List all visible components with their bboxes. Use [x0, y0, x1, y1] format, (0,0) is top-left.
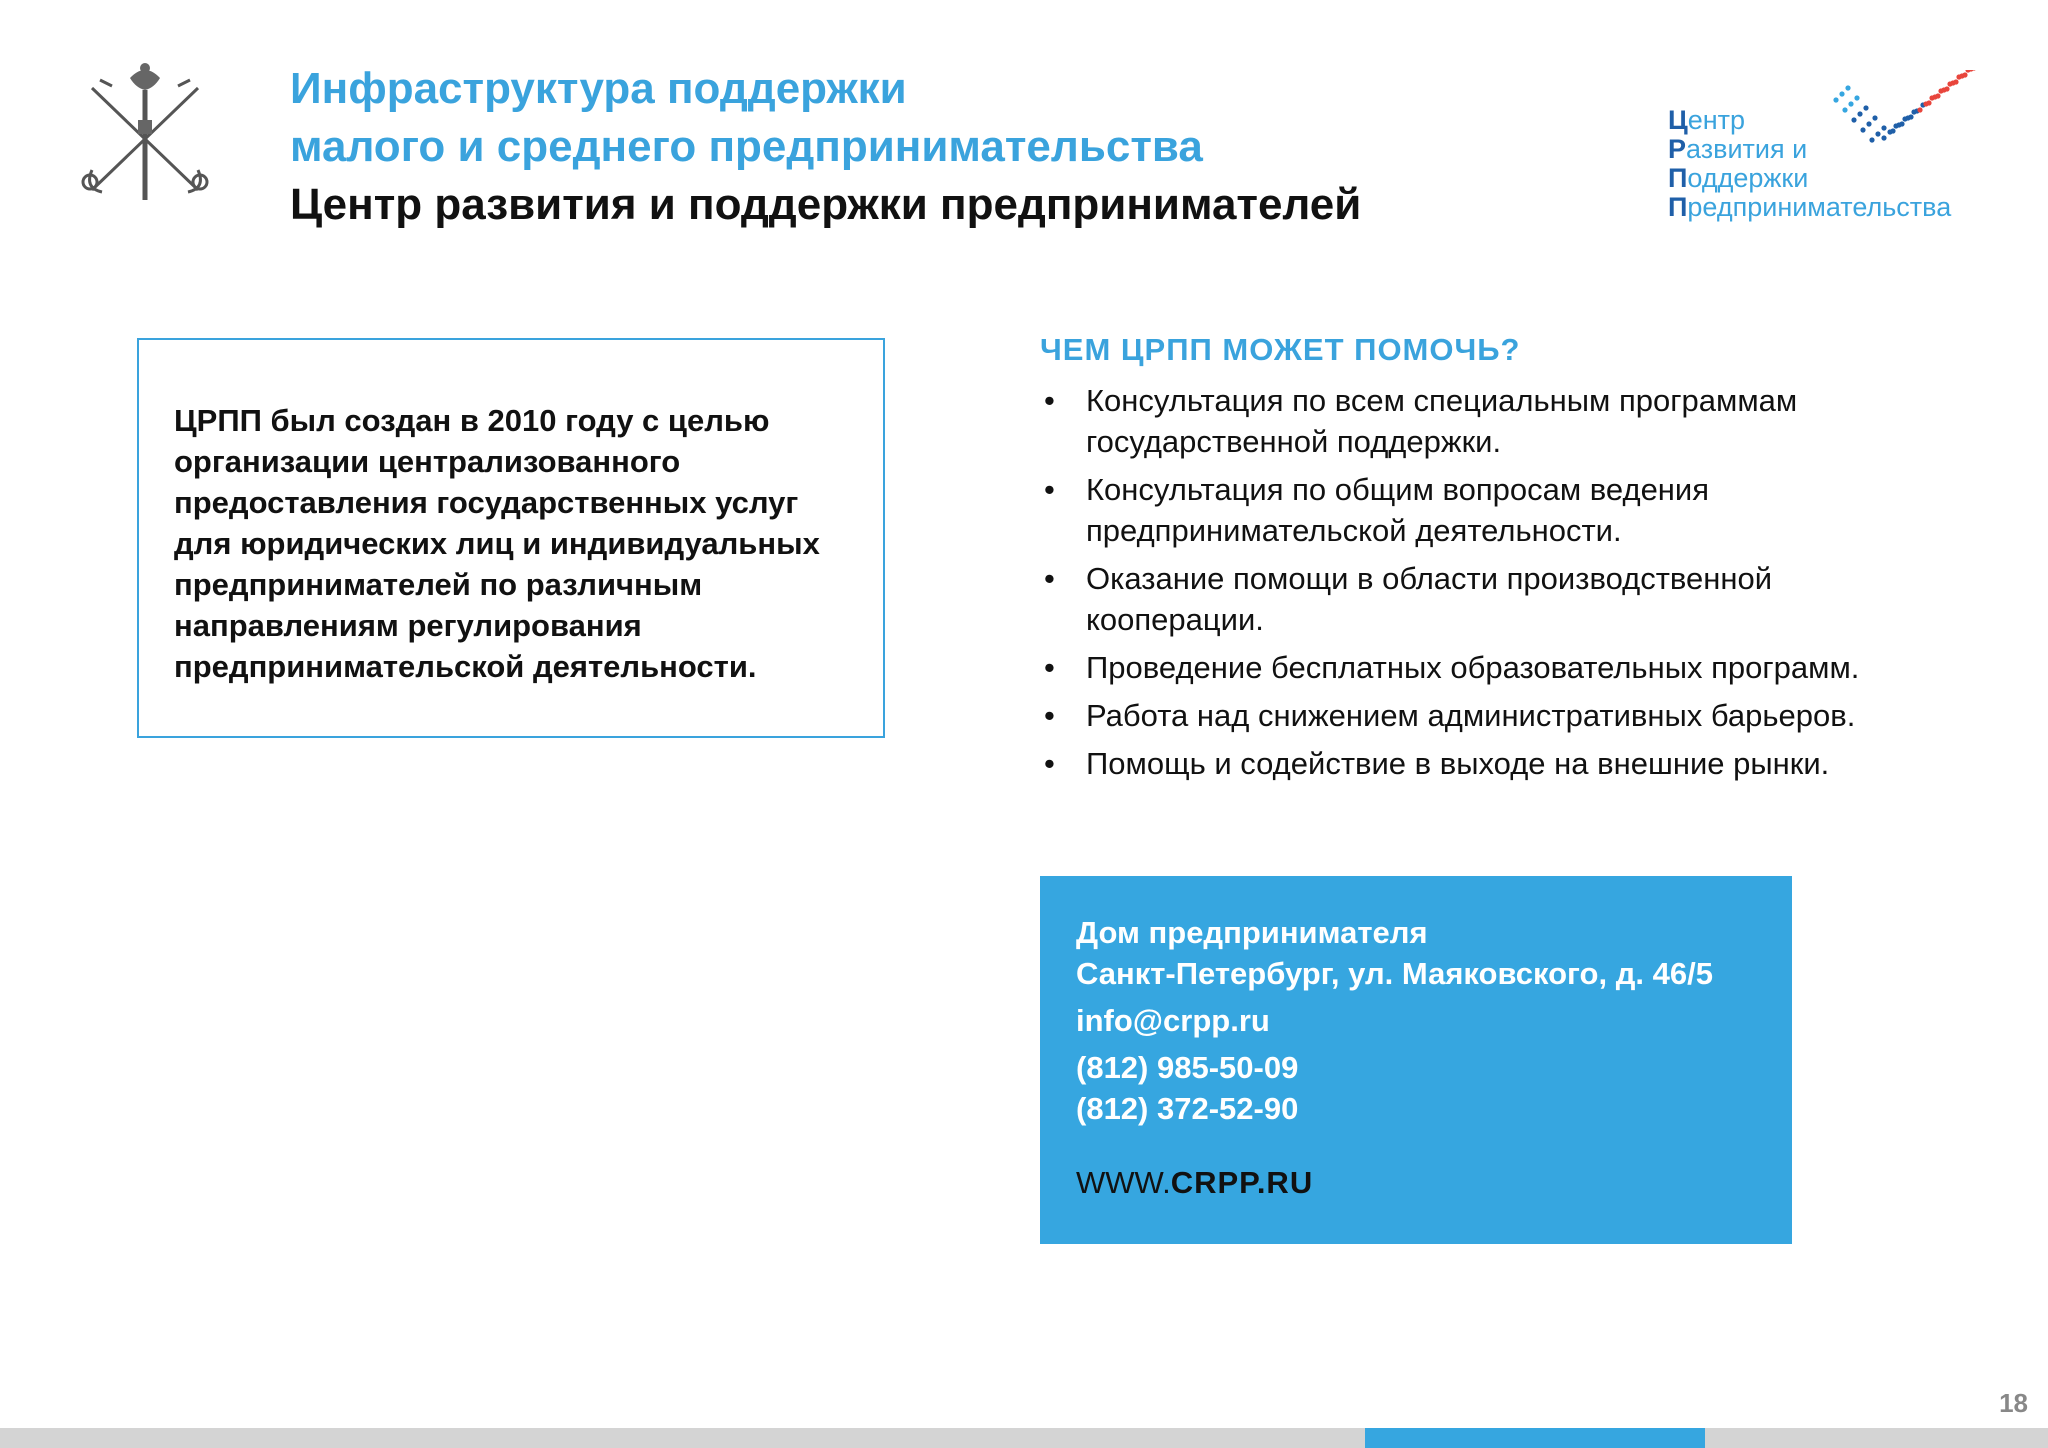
logo-rest-3: оддержки	[1687, 163, 1809, 193]
logo-initial-1: Ц	[1668, 105, 1688, 135]
title-line-2: малого и среднего предпринимательства	[290, 122, 1203, 171]
logo-initial-2: Р	[1668, 134, 1687, 164]
contact-place: Дом предпринимателя	[1076, 915, 1428, 950]
footer-bar	[0, 1428, 2048, 1448]
footer-accent	[1365, 1428, 1705, 1448]
info-text: ЦРПП был создан в 2010 году с целью организации централизованного предоставления государственных услуг для юридических лиц и индивидуальных предпринимателей по различным направлениям регулирования предпринимательской деятельности.	[174, 403, 820, 684]
logo-rest-2: азвития и	[1686, 134, 1808, 164]
contact-box	[1040, 876, 1792, 1244]
logo-initial-4: П	[1668, 192, 1688, 222]
title-line-1: Инфраструктура поддержки	[290, 64, 907, 113]
logo-dot	[1944, 86, 1949, 91]
logo-dot	[1935, 93, 1940, 98]
title-line-3: Центр развития и поддержки предпринимателей	[290, 180, 1362, 229]
logo-dot	[1962, 72, 1967, 77]
logo-rest-1: ентр	[1687, 105, 1746, 135]
info-box	[137, 338, 885, 738]
logo-dot	[1845, 85, 1850, 90]
logo-dot	[1833, 97, 1838, 102]
contact-email[interactable]: info@crpp.ru	[1076, 1003, 1270, 1038]
list-item: • Консультация по всем специальным программам государственной поддержки.	[1040, 380, 1940, 462]
list-item: • Помощь и содействие в выходе на внешние рынки.	[1040, 743, 1940, 784]
header-title	[290, 60, 1361, 234]
logo-dot	[1854, 95, 1859, 100]
logo-initial-3: П	[1668, 163, 1688, 193]
list-item: • Проведение бесплатных образовательных программ.	[1040, 647, 1940, 688]
list-item: • Консультация по общим вопросам ведения предпринимательской деятельности.	[1040, 469, 1940, 551]
logo-dot	[1953, 79, 1958, 84]
contact-phone-2[interactable]: (812) 372-52-90	[1076, 1091, 1299, 1126]
list-item: • Работа над снижением административных барьеров.	[1040, 695, 1940, 736]
website-prefix: WWW.	[1076, 1165, 1171, 1200]
logo-rest-4: редпринимательства	[1687, 192, 1952, 222]
spb-coat-of-arms-icon	[80, 60, 210, 210]
help-list	[1040, 380, 1940, 791]
list-item: • Оказание помощи в области производственной кооперации.	[1040, 558, 1940, 640]
crpp-logo	[1668, 70, 1988, 230]
help-heading: ЧЕМ ЦРПП МОЖЕТ ПОМОЧЬ?	[1040, 332, 1521, 367]
website-link[interactable]	[1076, 1165, 1713, 1201]
logo-dot	[1926, 100, 1931, 105]
website-domain: CRPP.RU	[1170, 1165, 1314, 1200]
logo-text	[1668, 106, 1951, 222]
contact-phone-1[interactable]: (812) 985-50-09	[1076, 1050, 1299, 1085]
contact-address: Санкт-Петербург, ул. Маяковского, д. 46/5	[1076, 956, 1713, 991]
page-number: 18	[1999, 1388, 2028, 1418]
logo-dot	[1839, 91, 1844, 96]
